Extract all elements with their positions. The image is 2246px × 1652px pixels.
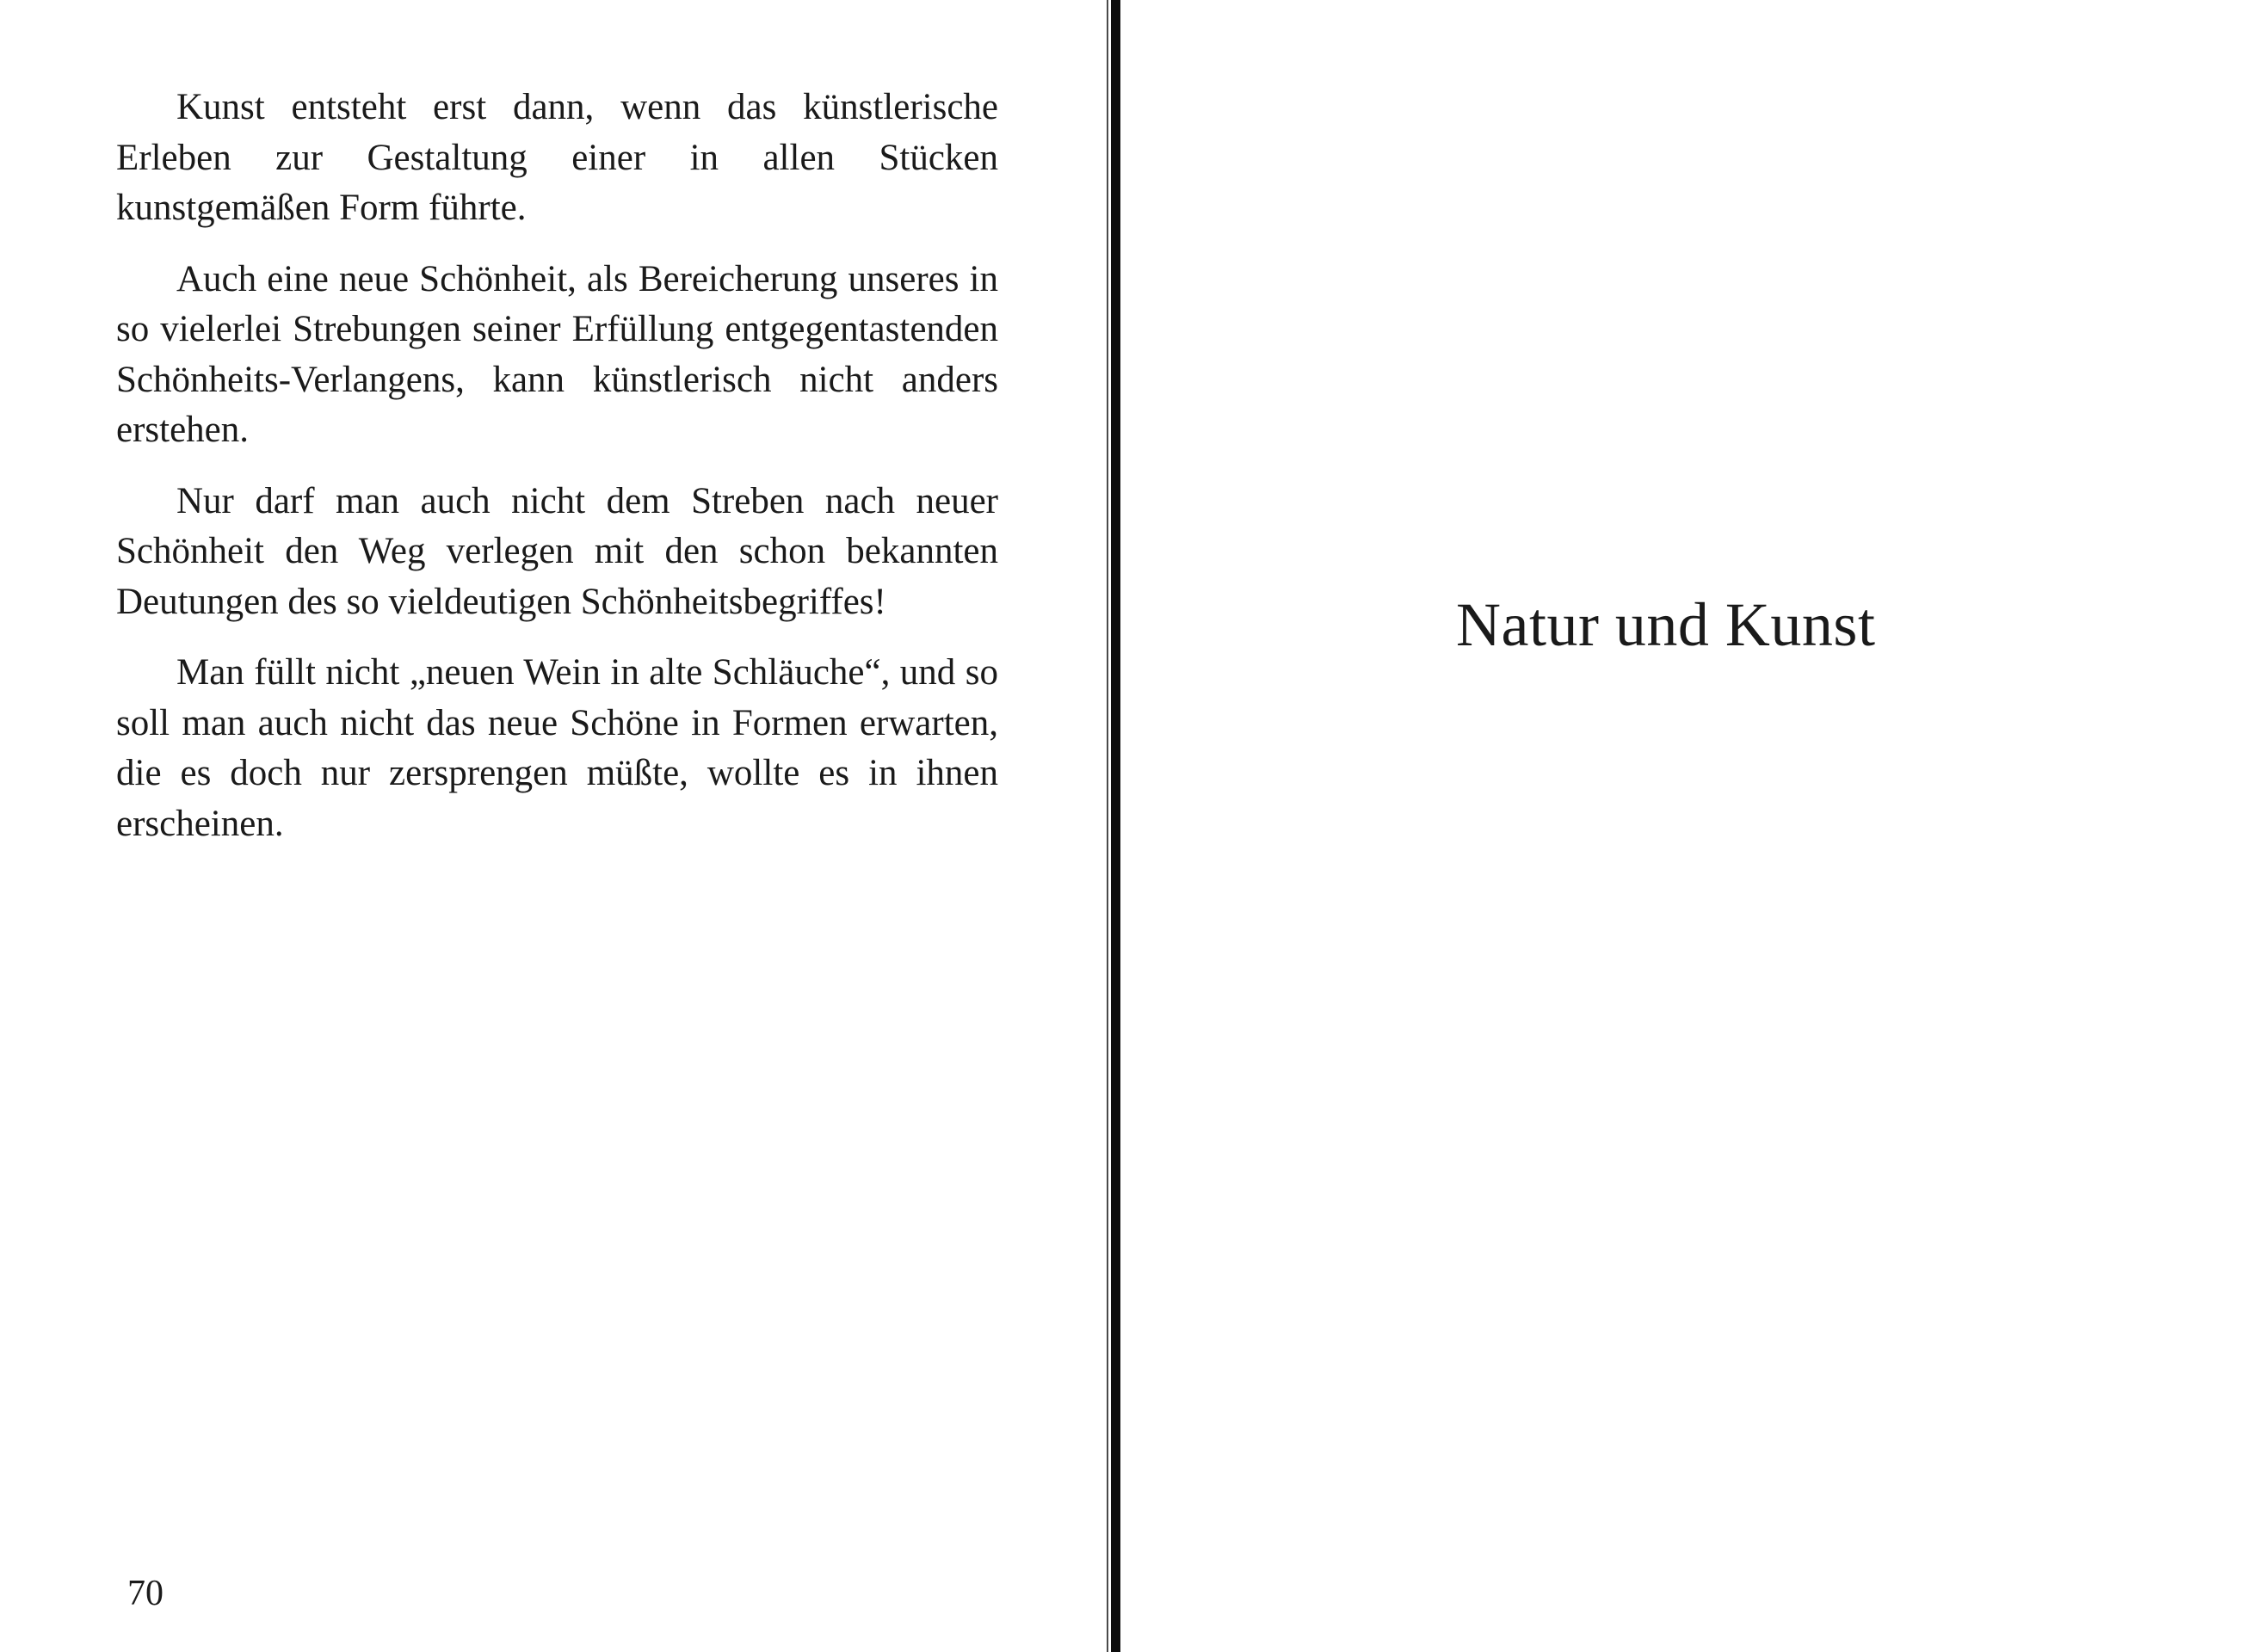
gutter-shadow-line [1111, 0, 1120, 1652]
chapter-title: Natur und Kunst [1456, 590, 1876, 659]
gutter-edge-line [1107, 0, 1108, 1652]
body-text [116, 83, 998, 870]
paragraph: Man füllt nicht „neuen Wein in alte Schläuche“, und so soll man auch nicht das neue Schöne in Formen erwarten, die es doch nur zersprengen müßte, wollte es in ihnen erscheinen. [116, 652, 998, 844]
paragraph: Nur darf man auch nicht dem Streben nach neuer Schönheit den Weg verlegen mit den schon bekannten Deutungen des so vieldeutigen Schönheitsbegriffes! [116, 480, 998, 622]
paragraph: Auch eine neue Schönheit, als Bereicherung unseres in so vielerlei Strebungen seiner Erfüllung entgegentastenden Schönheits-Verlangens, kann künstlerisch nicht anders erstehen. [116, 258, 998, 450]
book-gutter [1104, 0, 1125, 1652]
left-page [0, 0, 1101, 1652]
page-number: 70 [127, 1574, 164, 1613]
paragraph: Kunst entsteht erst dann, wenn das künstlerische Erleben zur Gestaltung einer in allen Stücken kunstgemäßen Form führte. [116, 87, 998, 228]
right-page [1127, 0, 2246, 1652]
